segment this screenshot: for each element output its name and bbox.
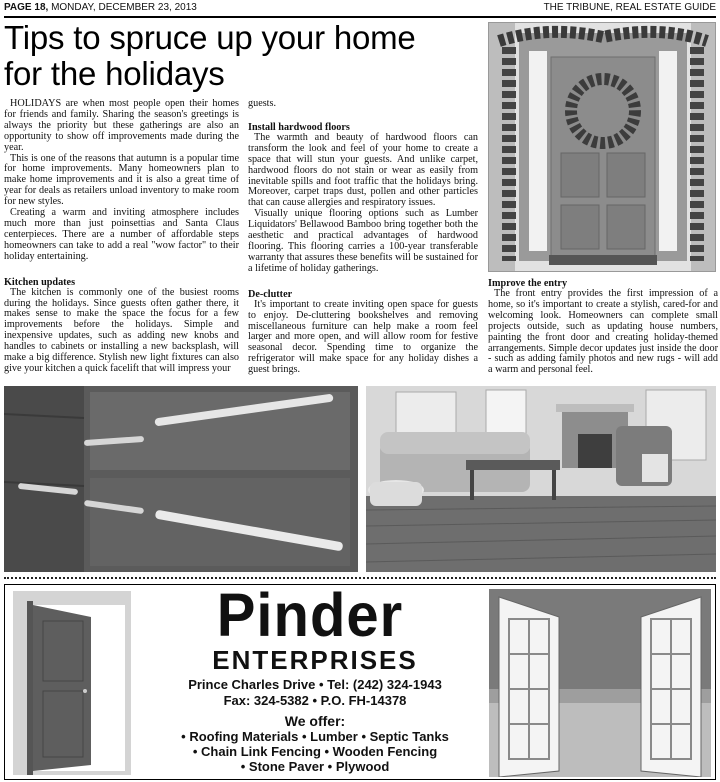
entry-paragraph: The front entry provides the first impression of a home, so it's important to create a stylish, cared-for and welcoming look. Homeowners can complete small projects outside, such as updating house numbers, painting the front door and creating holiday-themed arrangements. Simple decor updates just inside the door - such as adding family photos and new rugs - will add a warm and personal feel.: [488, 288, 718, 376]
kitchen-paragraph: The kitchen is commonly one of the busiest rooms during the holidays. Since guests often gather there, it makes sense to make the space the focus for a few improvements before the holidays. Simple and inexpensive updates, such as adding new knobs and handles to cabinets or installing a new backsplash, will make a big difference. Stylish new light fixtures can also give your kitchen a quick facelift that will impress your: [4, 286, 239, 374]
issue-date: MONDAY, DECEMBER 23, 2013: [51, 2, 197, 13]
headline-line-1: Tips to spruce up your home: [4, 19, 416, 56]
offer-line-2: • Chain Link Fencing • Wooden Fencing: [192, 744, 438, 759]
fax-line: Fax: 324-5382 • P.O. FH-14378: [223, 693, 407, 708]
article-headline: [4, 20, 484, 92]
article-column-1: [4, 99, 239, 375]
declutter-paragraph: It's important to create inviting open space for guests to enjoy. De-cluttering bookshelves and removing miscellaneous furniture can help make a room feel larger and more open, and will allow room for festive seasonal decor. Spending time to organize the refrigerator will make space for any holiday dishes a guest brings.: [248, 298, 478, 376]
offer-title: We offer:: [284, 713, 346, 729]
ad-divider: [4, 577, 716, 579]
publication-name: THE TRIBUNE, REAL ESTATE GUIDE: [543, 2, 716, 13]
article-column-3: [488, 278, 718, 376]
intro-paragraph-2: This is one of the reasons that autumn is a popular time for home improvements. Many homeowners plan to make home improvements and it is also a great time of year for deals as retailers unload inventory to make room for new styles.: [4, 152, 239, 208]
living-room-photo: [366, 386, 716, 572]
offer-line-1: • Roofing Materials • Lumber • Septic Tanks: [181, 729, 449, 744]
open-french-doors-illustration: [489, 589, 711, 777]
offer-line-3: • Stone Paver • Plywood: [240, 759, 390, 774]
intro-paragraph-3: Creating a warm and inviting atmosphere includes much more than just poinsettias and Santa Claus centerpieces. There are a number of affordable steps homeowners can take to add a real "wow factor" to their holiday entertaining.: [4, 207, 239, 262]
declutter-heading: De-clutter: [248, 288, 293, 300]
page-header: [4, 0, 716, 18]
cabinet-handles-photo: [4, 386, 358, 572]
brand-subtitle: ENTERPRISES: [212, 645, 418, 675]
cabinet-handles-illustration: [4, 386, 358, 572]
entry-heading: Improve the entry: [488, 278, 568, 289]
header-left: [4, 0, 197, 16]
living-room-illustration: [366, 386, 716, 572]
headline-line-2: for the holidays: [4, 55, 225, 92]
kitchen-continued: guests.: [248, 98, 277, 109]
floors-paragraph-2: Visually unique flooring options such as Lumber Liquidators' Bellawood Bamboo bring together both the aesthetic and practical advantages of hardwood flooring. This flooring carries a 100-year transferable warranty that assures these benefits will be sustained for a lifetime of holiday gatherings.: [248, 208, 478, 274]
article-column-2: [248, 99, 478, 376]
open-door-left-illustration: [13, 591, 131, 775]
floors-heading: Install hardwood floors: [248, 121, 350, 133]
brand-logo: Pinder: [216, 581, 404, 650]
address-line: Prince Charles Drive • Tel: (242) 324-1943: [188, 677, 442, 692]
floors-paragraph-1: The warmth and beauty of hardwood floors can transform the look and feel of your home to create a space that will stun your guests. And unlike carpet, hardwood floors do not stain or wear as easily from inevitable spills and foot traffic that the holidays bring. Moreover, carpet traps dust, pollen and other particles that can cause allergies and respiratory issues.: [248, 131, 478, 209]
kitchen-heading: Kitchen updates: [4, 276, 76, 288]
intro-paragraph-1: HOLIDAYS are when most people open their homes for friends and family. Sharing the season's greetings is always the priority but these gatherings are also an opportunity to show off improvements made during the year.: [4, 98, 239, 153]
pinder-advertisement: [4, 581, 716, 780]
page-number: PAGE 18,: [4, 2, 49, 13]
front-door-photo: [488, 22, 716, 272]
front-door-illustration: [489, 23, 716, 272]
